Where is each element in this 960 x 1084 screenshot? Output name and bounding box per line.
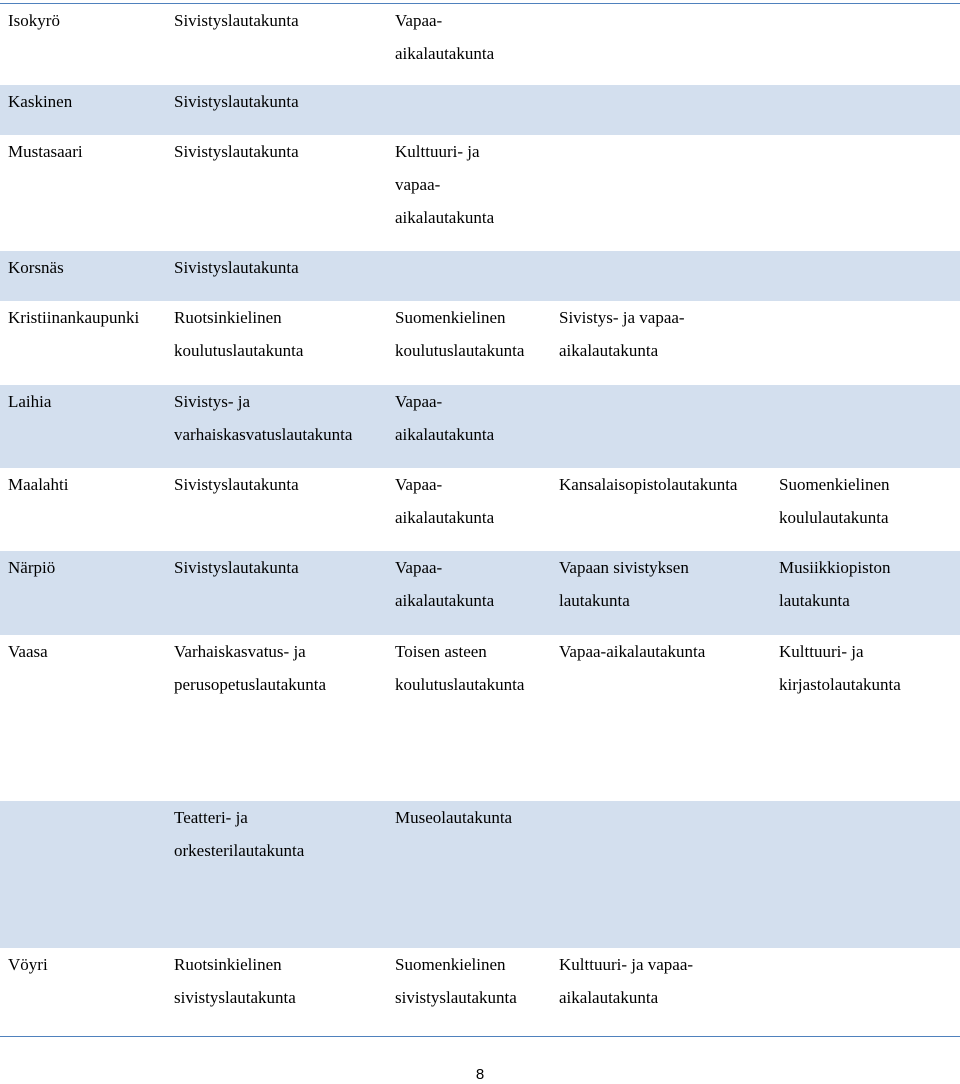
- municipality-cell: Isokyrö: [8, 11, 60, 30]
- municipality-cell: Mustasaari: [8, 142, 83, 161]
- municipality-cell: Vaasa: [8, 642, 48, 661]
- committee-cell: Vapaa-aikalautakunta: [559, 642, 706, 661]
- committee-cell: Varhaiskasvatus- ja perusopetuslautakunta: [174, 642, 327, 694]
- committee-cell: Sivistyslautakunta: [174, 475, 299, 494]
- table-row: [0, 385, 960, 468]
- committee-cell: Sivistyslautakunta: [174, 258, 299, 277]
- committee-cell: Sivistyslautakunta: [174, 142, 299, 161]
- table-row: [0, 301, 960, 385]
- committee-cell: Suomenkielinen koululautakunta: [779, 475, 890, 527]
- table-row: [0, 85, 960, 135]
- committee-cell: Vapaa- aikalautakunta: [395, 11, 495, 63]
- table-row: [0, 251, 960, 301]
- table-row: [0, 551, 960, 635]
- municipality-cell: Vöyri: [8, 955, 48, 974]
- committee-cell: Vapaa- aikalautakunta: [395, 392, 495, 444]
- committee-cell: Toisen asteen koulutuslautakunta: [395, 642, 525, 694]
- municipality-cell: Korsnäs: [8, 258, 64, 277]
- table-row: [0, 635, 960, 801]
- committee-cell: Museolautakunta: [395, 808, 513, 827]
- committee-cell: Sivistys- ja varhaiskasvatuslautakunta: [174, 392, 353, 444]
- committee-cell: Sivistys- ja vapaa- aikalautakunta: [559, 308, 685, 360]
- committee-cell: Musiikkiopiston lautakunta: [779, 558, 891, 610]
- committee-cell: Suomenkielinen sivistyslautakunta: [395, 955, 517, 1007]
- committee-cell: Sivistyslautakunta: [174, 92, 299, 111]
- municipality-cell: Maalahti: [8, 475, 69, 494]
- table-row: [0, 4, 960, 85]
- municipality-cell: Kristiinankaupunki: [8, 308, 140, 327]
- committee-cell: Teatteri- ja orkesterilautakunta: [174, 808, 305, 860]
- page-number: 8: [475, 1066, 485, 1083]
- committee-cell: Ruotsinkielinen koulutuslautakunta: [174, 308, 304, 360]
- committee-cell: Suomenkielinen koulutuslautakunta: [395, 308, 525, 360]
- committee-cell: Kansalaisopistolautakunta: [559, 475, 738, 494]
- committee-cell: Kulttuuri- ja vapaa- aikalautakunta: [395, 142, 495, 227]
- committee-cell: Vapaa- aikalautakunta: [395, 558, 495, 610]
- committees-table: [0, 4, 960, 1032]
- committee-cell: Kulttuuri- ja kirjastolautakunta: [779, 642, 901, 694]
- municipality-cell: Laihia: [8, 392, 52, 411]
- committee-cell: Sivistyslautakunta: [174, 11, 299, 30]
- committee-cell: Vapaa- aikalautakunta: [395, 475, 495, 527]
- table-row: [0, 135, 960, 251]
- committee-cell: Vapaan sivistyksen lautakunta: [559, 558, 689, 610]
- table-row: [0, 948, 960, 1032]
- table-bottom-border: [0, 1036, 960, 1037]
- committee-cell: Kulttuuri- ja vapaa- aikalautakunta: [559, 955, 694, 1007]
- municipality-cell: Kaskinen: [8, 92, 73, 111]
- table-row: [0, 801, 960, 948]
- committee-cell: Ruotsinkielinen sivistyslautakunta: [174, 955, 296, 1007]
- municipality-cell: Närpiö: [8, 558, 56, 577]
- committee-cell: Sivistyslautakunta: [174, 558, 299, 577]
- table-row: [0, 468, 960, 551]
